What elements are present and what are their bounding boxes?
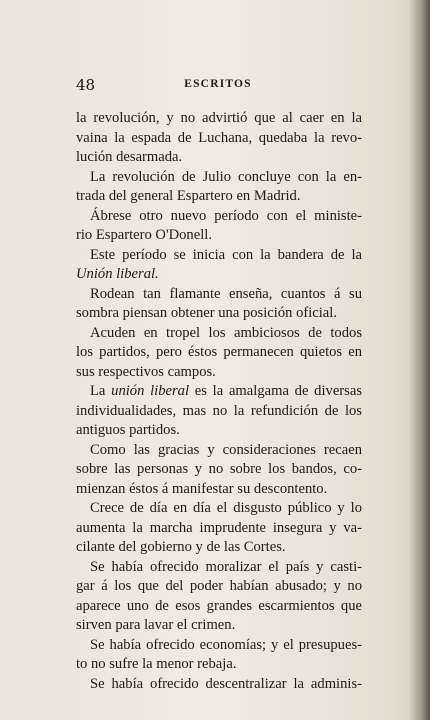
text-run: La [90, 383, 112, 399]
text-line [76, 265, 362, 285]
text-line [76, 402, 362, 422]
text-line [76, 655, 362, 675]
text-run: Se había ofrecido descentralizar la adminis- [90, 675, 362, 692]
text-line [76, 129, 362, 149]
italic-text-run: unión liberal [111, 383, 190, 399]
text-run: La revolución de Julio concluye con la en- [90, 168, 362, 185]
text-line [76, 499, 362, 519]
text-run: Crece de día en día el disgusto público y lo [90, 500, 362, 516]
text-line [76, 421, 362, 441]
running-title: ESCRITOS [184, 78, 252, 90]
text-line [76, 382, 362, 402]
text-line [76, 324, 362, 344]
text-line [76, 285, 362, 305]
text-run: Como las gracias y consideraciones recaen [90, 441, 362, 458]
text-line [76, 538, 362, 558]
text-run: Unión liberal. [76, 266, 159, 282]
text-line [76, 519, 362, 539]
text-line [76, 246, 362, 266]
text-run: gar á los que del poder habían abusado; y no [76, 578, 362, 594]
text-run: lución desarmada. [76, 149, 183, 165]
text-line [76, 577, 362, 597]
text-line [76, 343, 362, 363]
text-run: sus respectivos campos. [76, 363, 216, 380]
text-line [76, 460, 362, 480]
text-line [76, 616, 362, 636]
text-run: Acuden en tropel los ambiciosos de todos [90, 324, 362, 341]
text-run: to no sufre la menor rebaja. [76, 656, 237, 672]
text-line [76, 441, 362, 461]
text-run: Este período se inicia con la bandera de la [90, 246, 362, 263]
text-line [76, 304, 362, 324]
text-line [76, 187, 362, 207]
text-run: aumenta la marcha imprudente insegura y va- [76, 519, 362, 536]
text-run: sirven para lavar el crimen. [76, 617, 236, 633]
text-run: antiguos partidos. [76, 422, 180, 438]
text-run: cilante del gobierno y de las Cortes. [76, 539, 286, 555]
text-run: Rodean tan flamante enseña, cuantos á su [90, 285, 362, 302]
text-line [76, 636, 362, 656]
text-line [76, 148, 362, 168]
text-line [76, 558, 362, 578]
text-line [76, 168, 362, 188]
body-text [76, 109, 362, 694]
text-line [76, 363, 362, 383]
text-run: aparece uno de esos grandes escarmientos que [76, 597, 362, 614]
text-run: mienzan éstos á manifestar su descontento. [76, 480, 328, 497]
text-line [76, 480, 362, 500]
text-run: vaina la espada de Luchana, quedaba la revo- [76, 129, 362, 146]
text-run: los partidos, pero éstos permanecen quietos en [76, 344, 362, 360]
text-run: rio Espartero O'Donell. [76, 227, 212, 243]
text-line [76, 109, 362, 129]
text-run: Se había ofrecido moralizar el país y casti- [90, 558, 362, 575]
text-line [76, 207, 362, 227]
text-run: la revolución, y no advirtió que al caer en la [76, 110, 362, 126]
page-number: 48 [76, 76, 96, 94]
page-edge-shadow [408, 0, 430, 720]
text-run: Se había ofrecido economías; y el presupues- [90, 636, 362, 653]
text-line [76, 597, 362, 617]
text-line [76, 226, 362, 246]
text-run: Ábrese otro nuevo período con el ministe- [90, 207, 362, 224]
text-run: sombra piensan obtener una posición oficial. [76, 305, 337, 321]
text-run: individualidades, mas no la refundición de los [76, 402, 362, 419]
text-run: trada del general Espartero en Madrid. [76, 188, 301, 204]
text-line [76, 675, 362, 695]
text-run: sobre las personas y no sobre los bandos, co- [76, 461, 362, 477]
page-header [76, 76, 360, 96]
text-run: es la amalgama de diversas [189, 383, 362, 399]
